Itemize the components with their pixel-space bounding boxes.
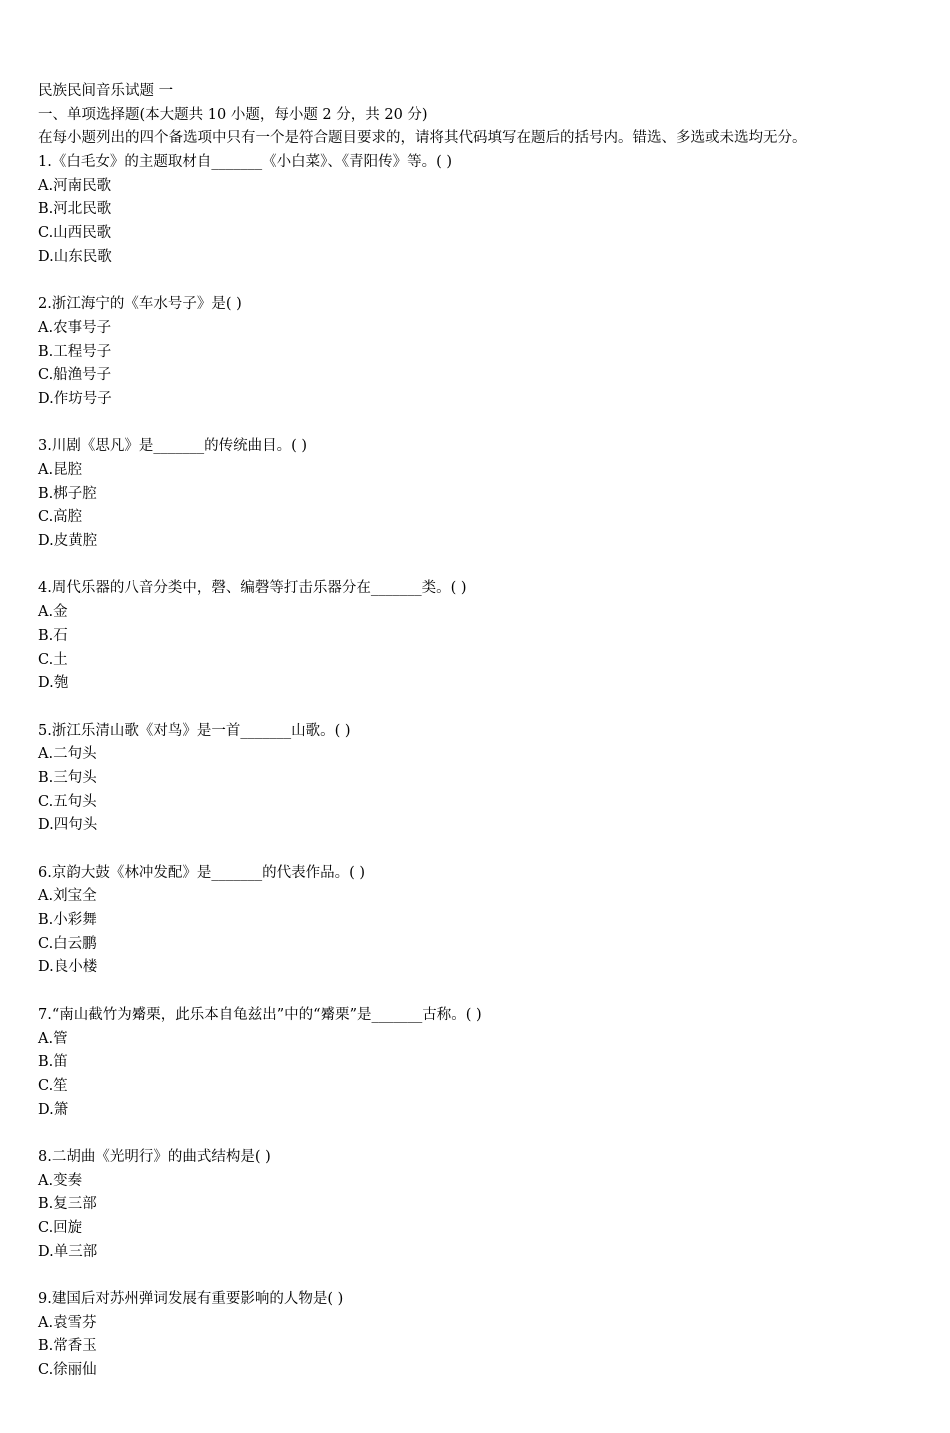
option-c: C.山西民歌 — [38, 225, 112, 242]
option-c: C.白云鹏 — [38, 935, 97, 952]
option-d: D.皮黄腔 — [38, 533, 98, 550]
question-7 — [38, 1004, 928, 1122]
question-5 — [38, 720, 928, 838]
option-c: C.船渔号子 — [38, 367, 112, 384]
question-3 — [38, 435, 928, 553]
question-2 — [38, 293, 928, 411]
spacer — [38, 696, 928, 720]
spacer — [38, 270, 928, 294]
question-stem: 9.建国后对苏州弹词发展有重要影响的人物是( ) — [38, 1291, 344, 1308]
option-b: B.小彩舞 — [38, 912, 97, 929]
question-6 — [38, 862, 928, 980]
question-stem: 3.川剧《思凡》是_______的传统曲目。( ) — [38, 438, 308, 455]
option-c: C.徐丽仙 — [38, 1362, 97, 1379]
option-a: A.金 — [38, 604, 68, 621]
spacer — [38, 838, 928, 862]
question-1 — [38, 151, 928, 269]
section-heading: 一、单项选择题(本大题共 10 小题，每小题 2 分，共 20 分) — [38, 106, 428, 123]
exam-title: 民族民间音乐试题 一 — [38, 83, 174, 99]
option-c: C.土 — [38, 651, 68, 668]
question-stem: 7.“南山截竹为觱栗，此乐本自龟兹出”中的“觱栗”是_______古称。( ) — [38, 1006, 482, 1023]
option-b: B.梆子腔 — [38, 485, 97, 502]
option-b: B.石 — [38, 627, 68, 644]
question-stem: 4.周代乐器的八音分类中，磬、编磬等打击乐器分在_______类。( ) — [38, 580, 467, 597]
question-stem: 1.《白毛女》的主题取材自_______《小白菜》、《青阳传》等。( ) — [38, 154, 453, 171]
question-stem: 8.二胡曲《光明行》的曲式结构是( ) — [38, 1148, 271, 1165]
option-a: A.管 — [38, 1030, 68, 1047]
option-b: B.工程号子 — [38, 343, 112, 360]
option-d: D.四句头 — [38, 817, 98, 834]
spacer — [38, 412, 928, 436]
option-b: B.三句头 — [38, 769, 97, 786]
question-4 — [38, 577, 928, 695]
instructions: 在每小题列出的四个备选项中只有一个是符合题目要求的，请将其代码填写在题后的括号内。错选、多选或未选均无分。 — [38, 130, 807, 147]
option-a: A.刘宝全 — [38, 888, 97, 905]
exam-page — [38, 80, 928, 1383]
option-c: C.五句头 — [38, 793, 97, 810]
option-d: D.良小楼 — [38, 959, 98, 976]
spacer — [38, 554, 928, 578]
option-b: B.河北民歌 — [38, 201, 112, 218]
option-d: D.匏 — [38, 675, 69, 692]
option-c: C.笙 — [38, 1077, 68, 1094]
question-stem: 6.京韵大鼓《林冲发配》是_______的代表作品。( ) — [38, 864, 366, 881]
option-d: D.箫 — [38, 1101, 69, 1118]
option-a: A.河南民歌 — [38, 177, 112, 194]
question-9 — [38, 1288, 928, 1383]
option-b: B.复三部 — [38, 1196, 97, 1213]
option-b: B.笛 — [38, 1054, 68, 1071]
question-8 — [38, 1146, 928, 1264]
option-d: D.山东民歌 — [38, 248, 112, 265]
spacer — [38, 1264, 928, 1288]
option-c: C.回旋 — [38, 1220, 83, 1236]
option-a: A.袁雪芬 — [38, 1314, 97, 1331]
option-a: A.二句头 — [38, 746, 97, 763]
option-a: A.农事号子 — [38, 319, 112, 336]
option-a: A.昆腔 — [38, 462, 83, 478]
option-d: D.单三部 — [38, 1243, 98, 1260]
question-stem: 2.浙江海宁的《车水号子》是( ) — [38, 296, 242, 313]
option-c: C.高腔 — [38, 509, 83, 526]
option-d: D.作坊号子 — [38, 390, 112, 407]
spacer — [38, 1122, 928, 1146]
question-stem: 5.浙江乐清山歌《对鸟》是一首_______山歌。( ) — [38, 722, 351, 739]
option-b: B.常香玉 — [38, 1338, 97, 1355]
spacer — [38, 980, 928, 1004]
option-a: A.变奏 — [38, 1172, 83, 1189]
